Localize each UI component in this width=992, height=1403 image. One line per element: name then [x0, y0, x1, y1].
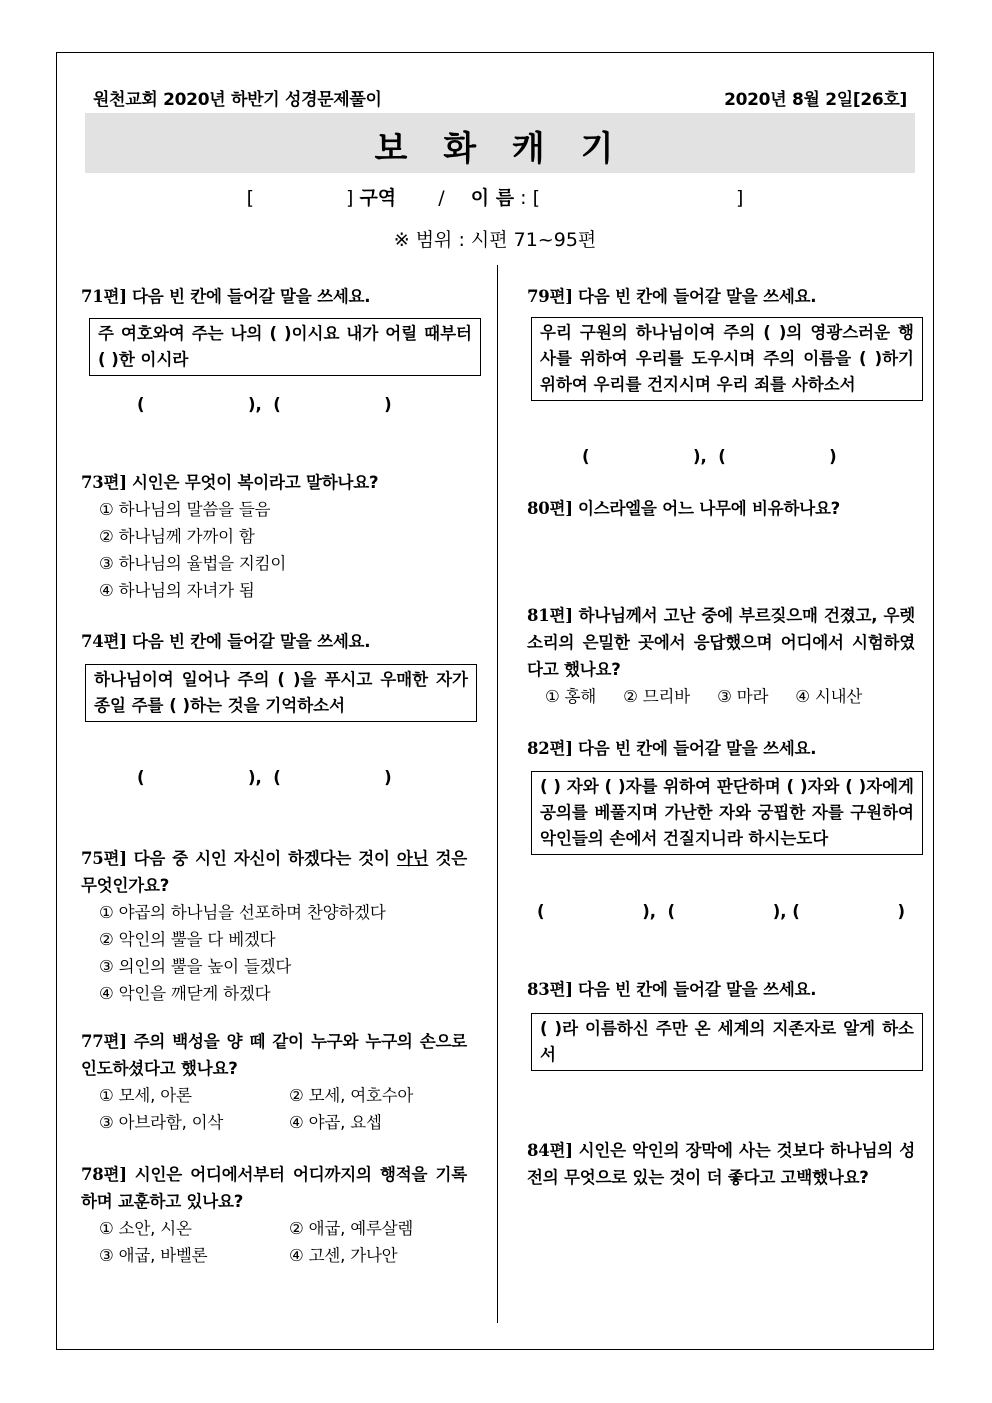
- question-number: 79편]: [527, 287, 573, 306]
- option-3[interactable]: ③ 의인의 뿔을 높이 들겠다: [99, 957, 292, 976]
- option-3[interactable]: ③ 하나님의 율법을 지킴이: [99, 554, 287, 573]
- question-number: 71편]: [81, 287, 127, 306]
- question-82: [527, 735, 917, 762]
- question-text: 시인은 악인의 장막에 사는 것보다 하나님의 성전의 무엇으로 있는 것이 더 좋다고 고백했나요?: [527, 1141, 916, 1187]
- option-3[interactable]: ③ 아브라함, 이삭: [99, 1113, 224, 1132]
- bracket-close: ]: [345, 187, 354, 209]
- option-2[interactable]: ② 모세, 여호수아: [289, 1086, 414, 1105]
- church-program-title: 원천교회 2020년 하반기 성경문제풀이: [93, 90, 382, 110]
- answer-blanks-79[interactable]: ( ), ( ): [582, 447, 837, 466]
- bracket-open: [: [246, 187, 254, 209]
- question-73: [81, 469, 481, 604]
- question-text: 시인은 어디에서부터 어디까지의 행적을 기록하며 교훈하고 있나요?: [81, 1165, 468, 1211]
- worksheet-page: [56, 52, 934, 1350]
- district-label: 구역: [359, 187, 397, 209]
- option-4[interactable]: ④ 고센, 가나안: [289, 1246, 398, 1265]
- option-1[interactable]: ① 소안, 시온: [99, 1219, 192, 1238]
- fill-box-74: 하나님이여 일어나 주의 ( )을 푸시고 우매한 자가 종일 주를 ( )하는 것을 기억하소서: [85, 664, 477, 722]
- name-label: 이 름: [470, 187, 515, 209]
- option-2[interactable]: ② 애굽, 예루살렘: [289, 1219, 414, 1238]
- option-4[interactable]: ④ 하나님의 자녀가 됨: [99, 581, 255, 600]
- question-number: 83편]: [527, 980, 573, 999]
- option-2[interactable]: ② 하나님께 가까이 함: [99, 527, 255, 546]
- question-number: 74편]: [81, 632, 127, 651]
- question-number: 75편]: [81, 849, 127, 868]
- option-1[interactable]: ① 하나님의 말씀을 들음: [99, 500, 271, 519]
- fill-box-83: ( )라 이름하신 주만 온 세계의 지존자로 알게 하소서: [531, 1013, 923, 1071]
- option-4[interactable]: ④ 야곱, 요셉: [289, 1113, 382, 1132]
- name-line: [57, 183, 933, 210]
- question-79: [527, 283, 917, 310]
- bracket-close-2: ]: [736, 187, 744, 209]
- column-divider: [497, 265, 498, 1323]
- question-number: 81편]: [527, 606, 573, 625]
- colon: :: [520, 187, 527, 209]
- question-83: [527, 976, 917, 1003]
- page-title: 보 화 캐 기: [374, 129, 626, 169]
- option-4[interactable]: ④ 악인을 깨닫게 하겠다: [99, 984, 271, 1003]
- option-1[interactable]: ① 야곱의 하나님을 선포하며 찬양하겠다: [99, 903, 386, 922]
- scope-range: ※ 범위 : 시편 71~95편: [393, 229, 597, 251]
- question-text: 다음 빈 칸에 들어갈 말을 쓰세요.: [577, 980, 817, 999]
- answer-blanks-71[interactable]: ( ), ( ): [137, 395, 392, 414]
- question-81: [527, 602, 915, 710]
- question-84: [527, 1137, 915, 1191]
- question-78: [81, 1161, 467, 1269]
- title-bar: [85, 113, 915, 173]
- issue-date: 2020년 8월 2일[26호]: [724, 90, 907, 110]
- question-77: [81, 1028, 467, 1136]
- question-71: [81, 283, 481, 310]
- question-text: 다음 빈 칸에 들어갈 말을 쓰세요.: [131, 287, 371, 306]
- question-text: 하나님께서 고난 중에 부르짖으매 건졌고, 우렛소리의 은밀한 곳에서 응답했으며 어디에서 시험하였다고 했나요?: [527, 606, 915, 679]
- option-2[interactable]: ② 므리바: [623, 687, 691, 706]
- question-text-a: 다음 중 시인 자신이 하겠다는 것이: [133, 849, 397, 868]
- question-74: [81, 628, 481, 655]
- fill-box-79: 우리 구원의 하나님이여 주의 ( )의 영광스러운 행사를 위하여 우리를 도우시며 주의 이름을 ( )하기 위하여 우리를 건지시며 우리 죄를 사하소서: [531, 317, 923, 401]
- answer-blanks-74[interactable]: ( ), ( ): [137, 768, 392, 787]
- option-1[interactable]: ① 홍해: [545, 687, 597, 706]
- question-75: [81, 845, 467, 1007]
- question-text: 이스라엘을 어느 나무에 비유하나요?: [577, 499, 841, 518]
- bracket-open-2: [: [532, 187, 541, 209]
- question-text: 다음 빈 칸에 들어갈 말을 쓰세요.: [131, 632, 371, 651]
- slash: /: [438, 187, 445, 209]
- question-number: 84편]: [527, 1141, 573, 1160]
- question-number: 77편]: [81, 1032, 127, 1051]
- question-number: 73편]: [81, 473, 127, 492]
- option-3[interactable]: ③ 애굽, 바벨론: [99, 1246, 208, 1265]
- question-text: 주의 백성을 양 떼 같이 누구와 누구의 손으로 인도하셨다고 했나요?: [81, 1032, 467, 1078]
- fill-box-71: 주 여호와여 주는 나의 ( )이시요 내가 어릴 때부터 ( )한 이시라: [89, 318, 481, 376]
- question-number: 82편]: [527, 739, 573, 758]
- question-text: 다음 빈 칸에 들어갈 말을 쓰세요.: [577, 287, 817, 306]
- option-4[interactable]: ④ 시내산: [795, 687, 863, 706]
- option-2[interactable]: ② 악인의 뿔을 다 베겠다: [99, 930, 276, 949]
- question-text-b: 것은 무엇인가요?: [81, 849, 467, 895]
- question-text: 시인은 무엇이 복이라고 말하나요?: [131, 473, 379, 492]
- fill-box-82: ( ) 자와 ( )자를 위하여 판단하며 ( )자와 ( )자에게 공의를 베풀지며 가난한 자와 궁핍한 자를 구원하여 악인들의 손에서 건질지니라 하시는도다: [531, 771, 923, 855]
- question-text: 다음 빈 칸에 들어갈 말을 쓰세요.: [577, 739, 817, 758]
- question-80: [527, 495, 917, 522]
- option-1[interactable]: ① 모세, 아론: [99, 1086, 192, 1105]
- question-text-underlined: 아닌: [396, 849, 429, 868]
- answer-blanks-82[interactable]: ( ), ( ), ( ): [537, 902, 905, 921]
- option-3[interactable]: ③ 마라: [717, 687, 769, 706]
- question-number: 80편]: [527, 499, 573, 518]
- question-number: 78편]: [81, 1165, 127, 1184]
